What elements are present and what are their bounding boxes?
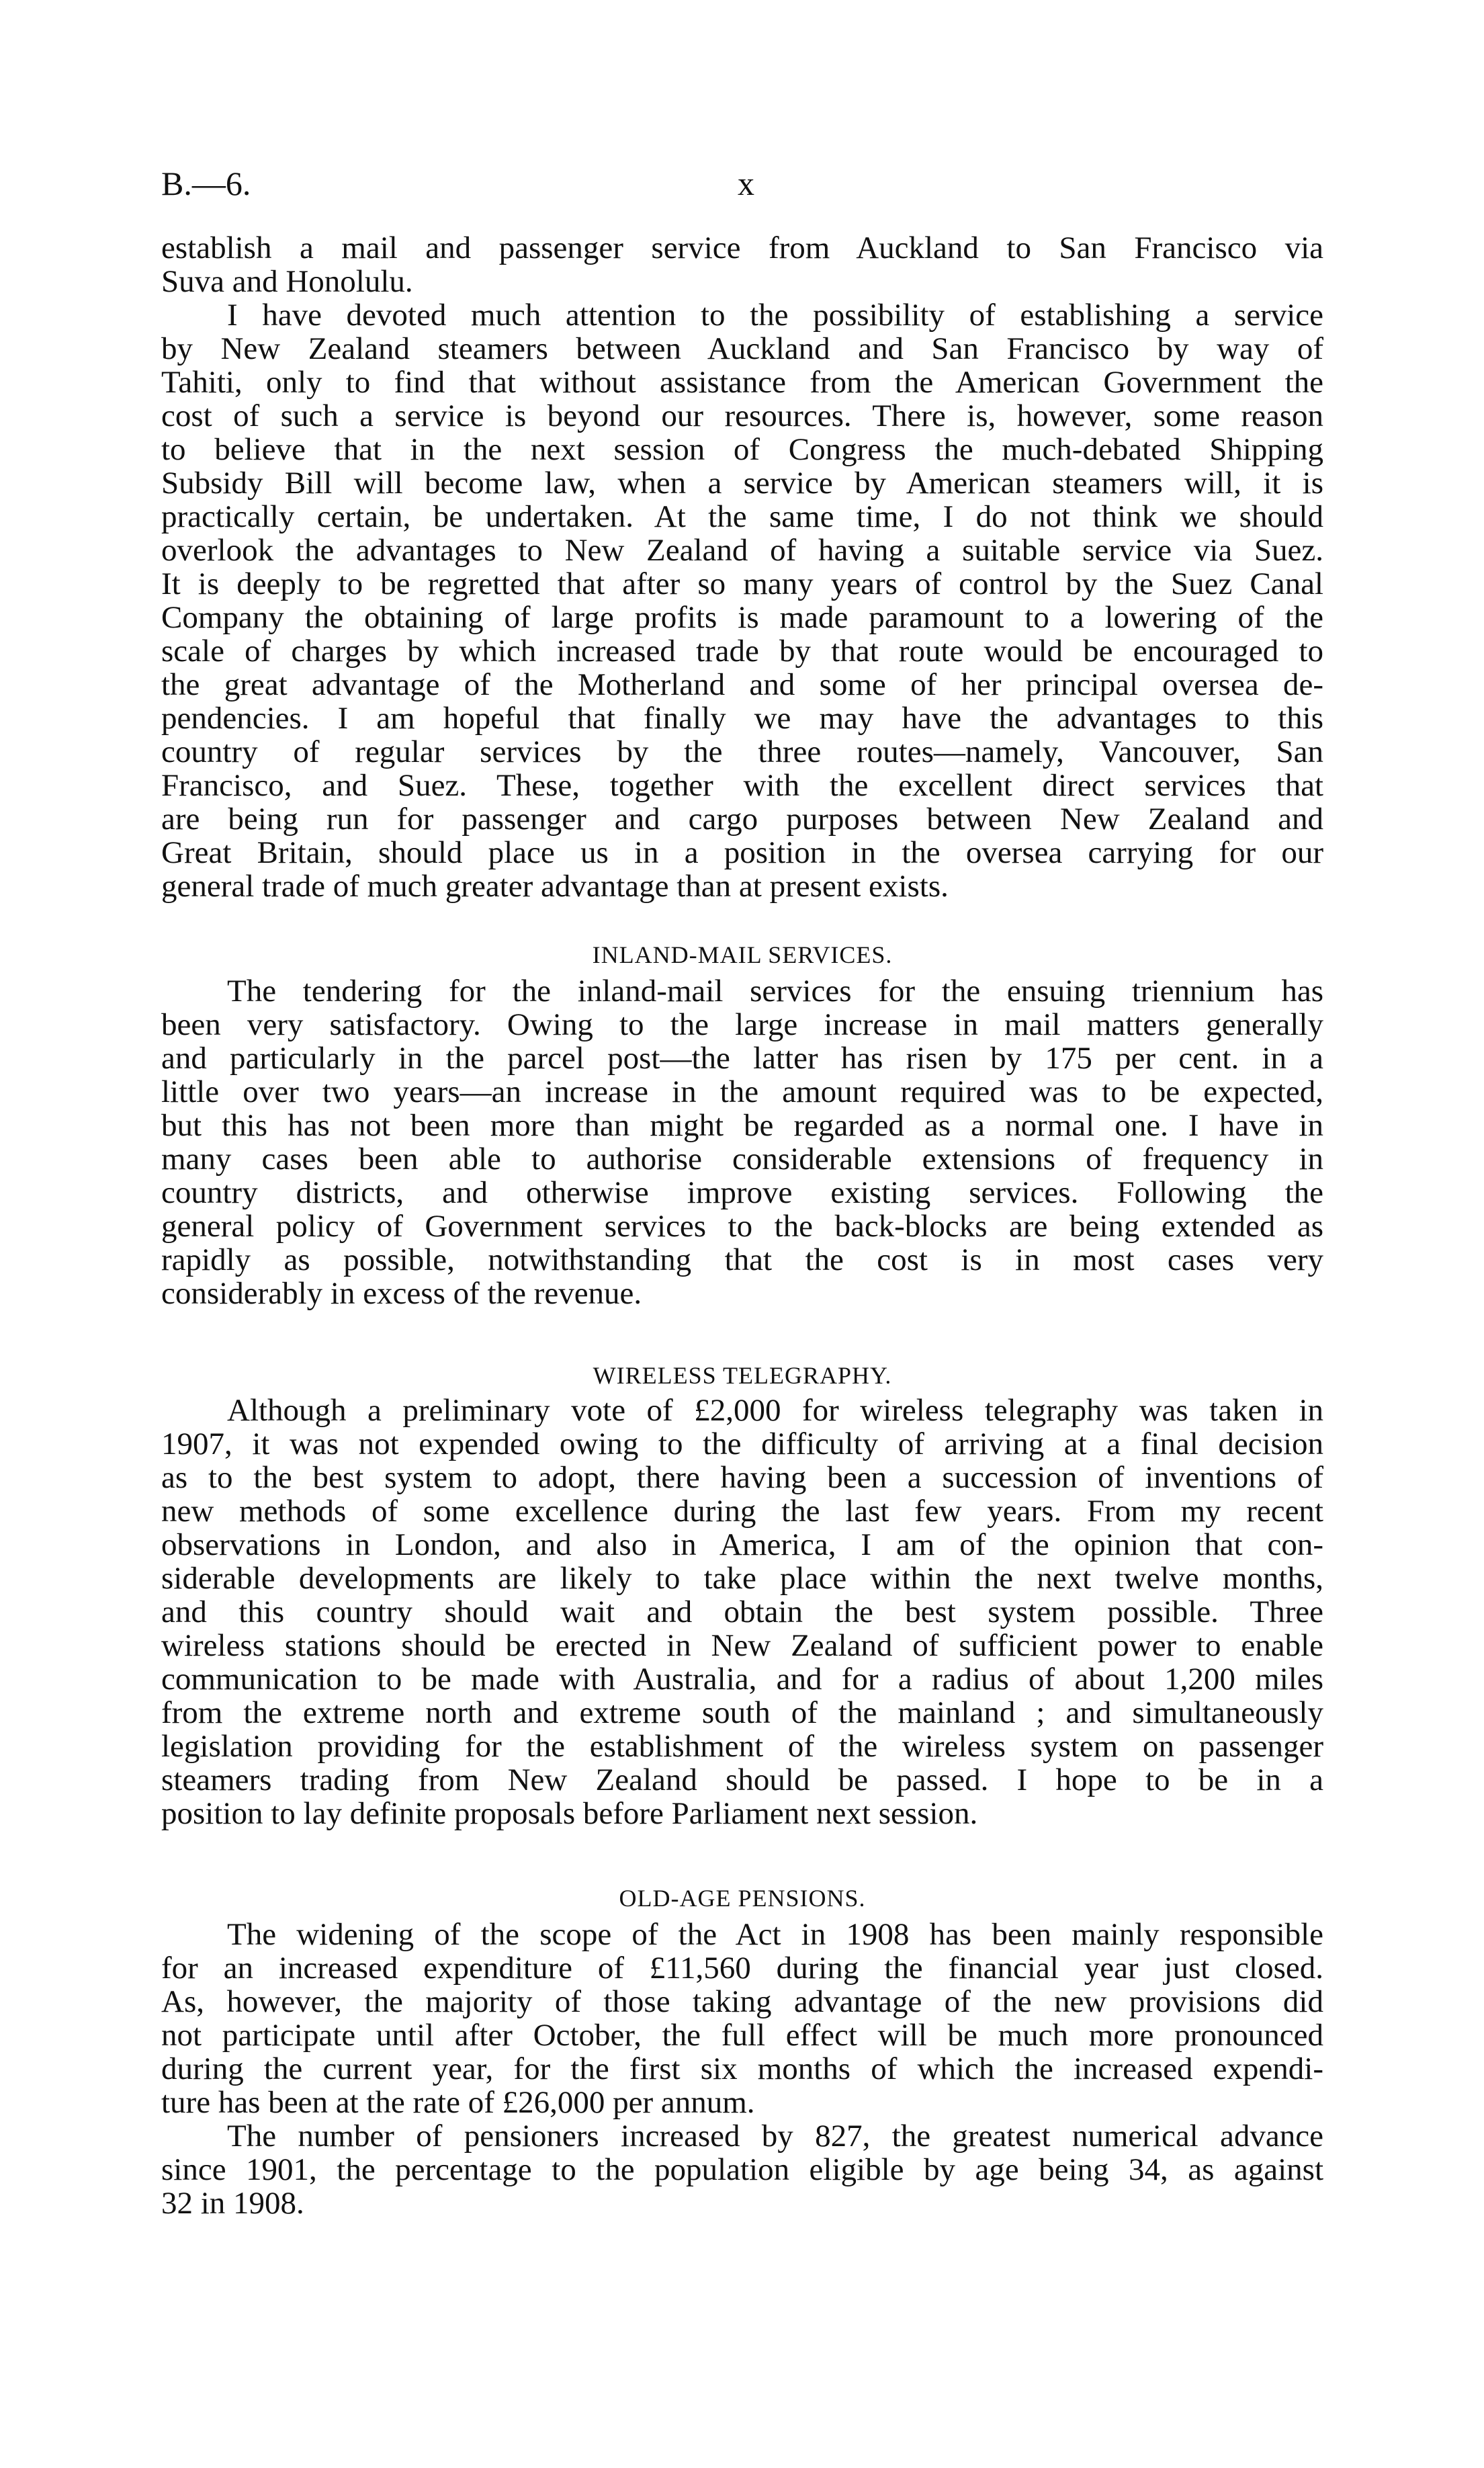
text-line: ture has been at the rate of £26,000 per annum. <box>161 2085 755 2120</box>
text-line: as to the best system to adopt, there having been a succession of inventions of <box>161 1460 1323 1495</box>
page-number: x <box>738 165 754 202</box>
text-line: and particularly in the parcel post—the latter has risen by 175 per cent. in a <box>161 1041 1323 1076</box>
text-line: many cases been able to authorise considerable extensions of frequency in <box>161 1142 1323 1177</box>
text-line: The widening of the scope of the Act in 1908 has been mainly responsible <box>227 1917 1323 1952</box>
text-line: The number of pensioners increased by 827, the greatest numerical advance <box>227 2119 1323 2154</box>
text-line: wireless stations should be erected in New Zealand of sufficient power to enable <box>161 1628 1323 1663</box>
text-line: scale of charges by which increased trade by that route would be encouraged to <box>161 634 1323 669</box>
document-code: B.—6. <box>161 165 251 202</box>
paragraph <box>161 2119 1323 2220</box>
text-line: Tahiti, only to find that without assistance from the American Government the <box>161 365 1323 400</box>
text-line: since 1901, the percentage to the population eligible by age being 34, as against <box>161 2152 1323 2187</box>
text-line: but this has not been more than might be regarded as a normal one. I have in <box>161 1108 1323 1143</box>
text-line: overlook the advantages to New Zealand of having a suitable service via Suez. <box>161 533 1323 568</box>
section-body-wireless <box>161 1394 1323 1830</box>
text-line: little over two years—an increase in the amount required was to be expected, <box>161 1074 1323 1109</box>
text-line: country of regular services by the three routes—namely, Vancouver, San <box>161 734 1323 769</box>
text-line: by New Zealand steamers between Auckland and San Francisco by way of <box>161 331 1323 366</box>
text-line: to believe that in the next session of Congress the much-debated Shipping <box>161 432 1323 467</box>
heading-old-age-pensions: OLD-AGE PENSIONS. <box>619 1885 866 1912</box>
text-line: Subsidy Bill will become law, when a service by American steamers will, it is <box>161 466 1323 501</box>
text-line: pendencies. I am hopeful that finally we may have the advantages to this <box>161 701 1323 736</box>
text-line: general trade of much greater advantage than at present exists. <box>161 869 949 904</box>
section-body-pensions <box>161 1918 1323 2220</box>
text-line: new methods of some excellence during the last few years. From my recent <box>161 1494 1323 1529</box>
paragraph <box>161 231 1323 298</box>
text-line: rapidly as possible, notwithstanding that the cost is in most cases very <box>161 1242 1323 1277</box>
text-line: Francisco, and Suez. These, together with the excellent direct services that <box>161 768 1323 803</box>
text-line: Company the obtaining of large profits is made paramount to a lowering of the <box>161 600 1323 635</box>
text-line: for an increased expenditure of £11,560 during the financial year just closed. <box>161 1951 1323 1986</box>
text-line: observations in London, and also in America, I am of the opinion that con- <box>161 1527 1323 1562</box>
text-line: considerably in excess of the revenue. <box>161 1276 642 1311</box>
text-line: Although a preliminary vote of £2,000 for wireless telegraphy was taken in <box>227 1393 1323 1428</box>
heading-wireless-telegraphy: WIRELESS TELEGRAPHY. <box>593 1362 892 1389</box>
section-body-inland-mail <box>161 974 1323 1310</box>
text-line: country districts, and otherwise improve existing services. Following the <box>161 1175 1323 1210</box>
paragraph <box>161 1918 1323 2119</box>
text-line: 1907, it was not expended owing to the difficulty of arriving at a final decision <box>161 1427 1323 1461</box>
paragraph <box>161 298 1323 903</box>
text-line: steamers trading from New Zealand should be passed. I hope to be in a <box>161 1762 1323 1797</box>
text-line: position to lay definite proposals before Parliament next session. <box>161 1796 978 1831</box>
text-line: general policy of Government services to the back-blocks are being extended as <box>161 1209 1323 1244</box>
text-line: siderable developments are likely to take place within the next twelve months, <box>161 1561 1323 1596</box>
paragraph <box>161 1394 1323 1830</box>
paragraph <box>161 974 1323 1310</box>
text-line: cost of such a service is beyond our resources. There is, however, some reason <box>161 398 1323 433</box>
text-line: practically certain, be undertaken. At the same time, I do not think we should <box>161 499 1323 534</box>
text-line: and this country should wait and obtain the best system possible. Three <box>161 1594 1323 1629</box>
text-line: during the current year, for the first six months of which the increased expendi- <box>161 2051 1323 2086</box>
text-line: It is deeply to be regretted that after so many years of control by the Suez Canal <box>161 566 1323 601</box>
text-line: the great advantage of the Motherland and some of her principal oversea de- <box>161 667 1323 702</box>
text-line: communication to be made with Australia, and for a radius of about 1,200 miles <box>161 1662 1323 1697</box>
text-line: legislation providing for the establishment of the wireless system on passenger <box>161 1729 1323 1764</box>
text-line: from the extreme north and extreme south of the mainland ; and simultaneously <box>161 1695 1323 1730</box>
section-body-mail-routes <box>161 231 1323 903</box>
text-line: been very satisfactory. Owing to the large increase in mail matters generally <box>161 1007 1323 1042</box>
text-line: The tendering for the inland-mail services for the ensuing triennium has <box>227 974 1323 1009</box>
text-line: As, however, the majority of those taking advantage of the new provisions did <box>161 1984 1323 2019</box>
heading-inland-mail-services: INLAND-MAIL SERVICES. <box>592 941 893 968</box>
text-line: 32 in 1908. <box>161 2186 304 2221</box>
text-line: establish a mail and passenger service from Auckland to San Francisco via <box>161 230 1323 265</box>
text-line: I have devoted much attention to the possibility of establishing a service <box>227 298 1323 333</box>
text-line: Great Britain, should place us in a position in the oversea carrying for our <box>161 835 1323 870</box>
text-line: are being run for passenger and cargo purposes between New Zealand and <box>161 802 1323 837</box>
text-line: Suva and Honolulu. <box>161 264 413 299</box>
text-line: not participate until after October, the full effect will be much more pronounced <box>161 2018 1323 2053</box>
